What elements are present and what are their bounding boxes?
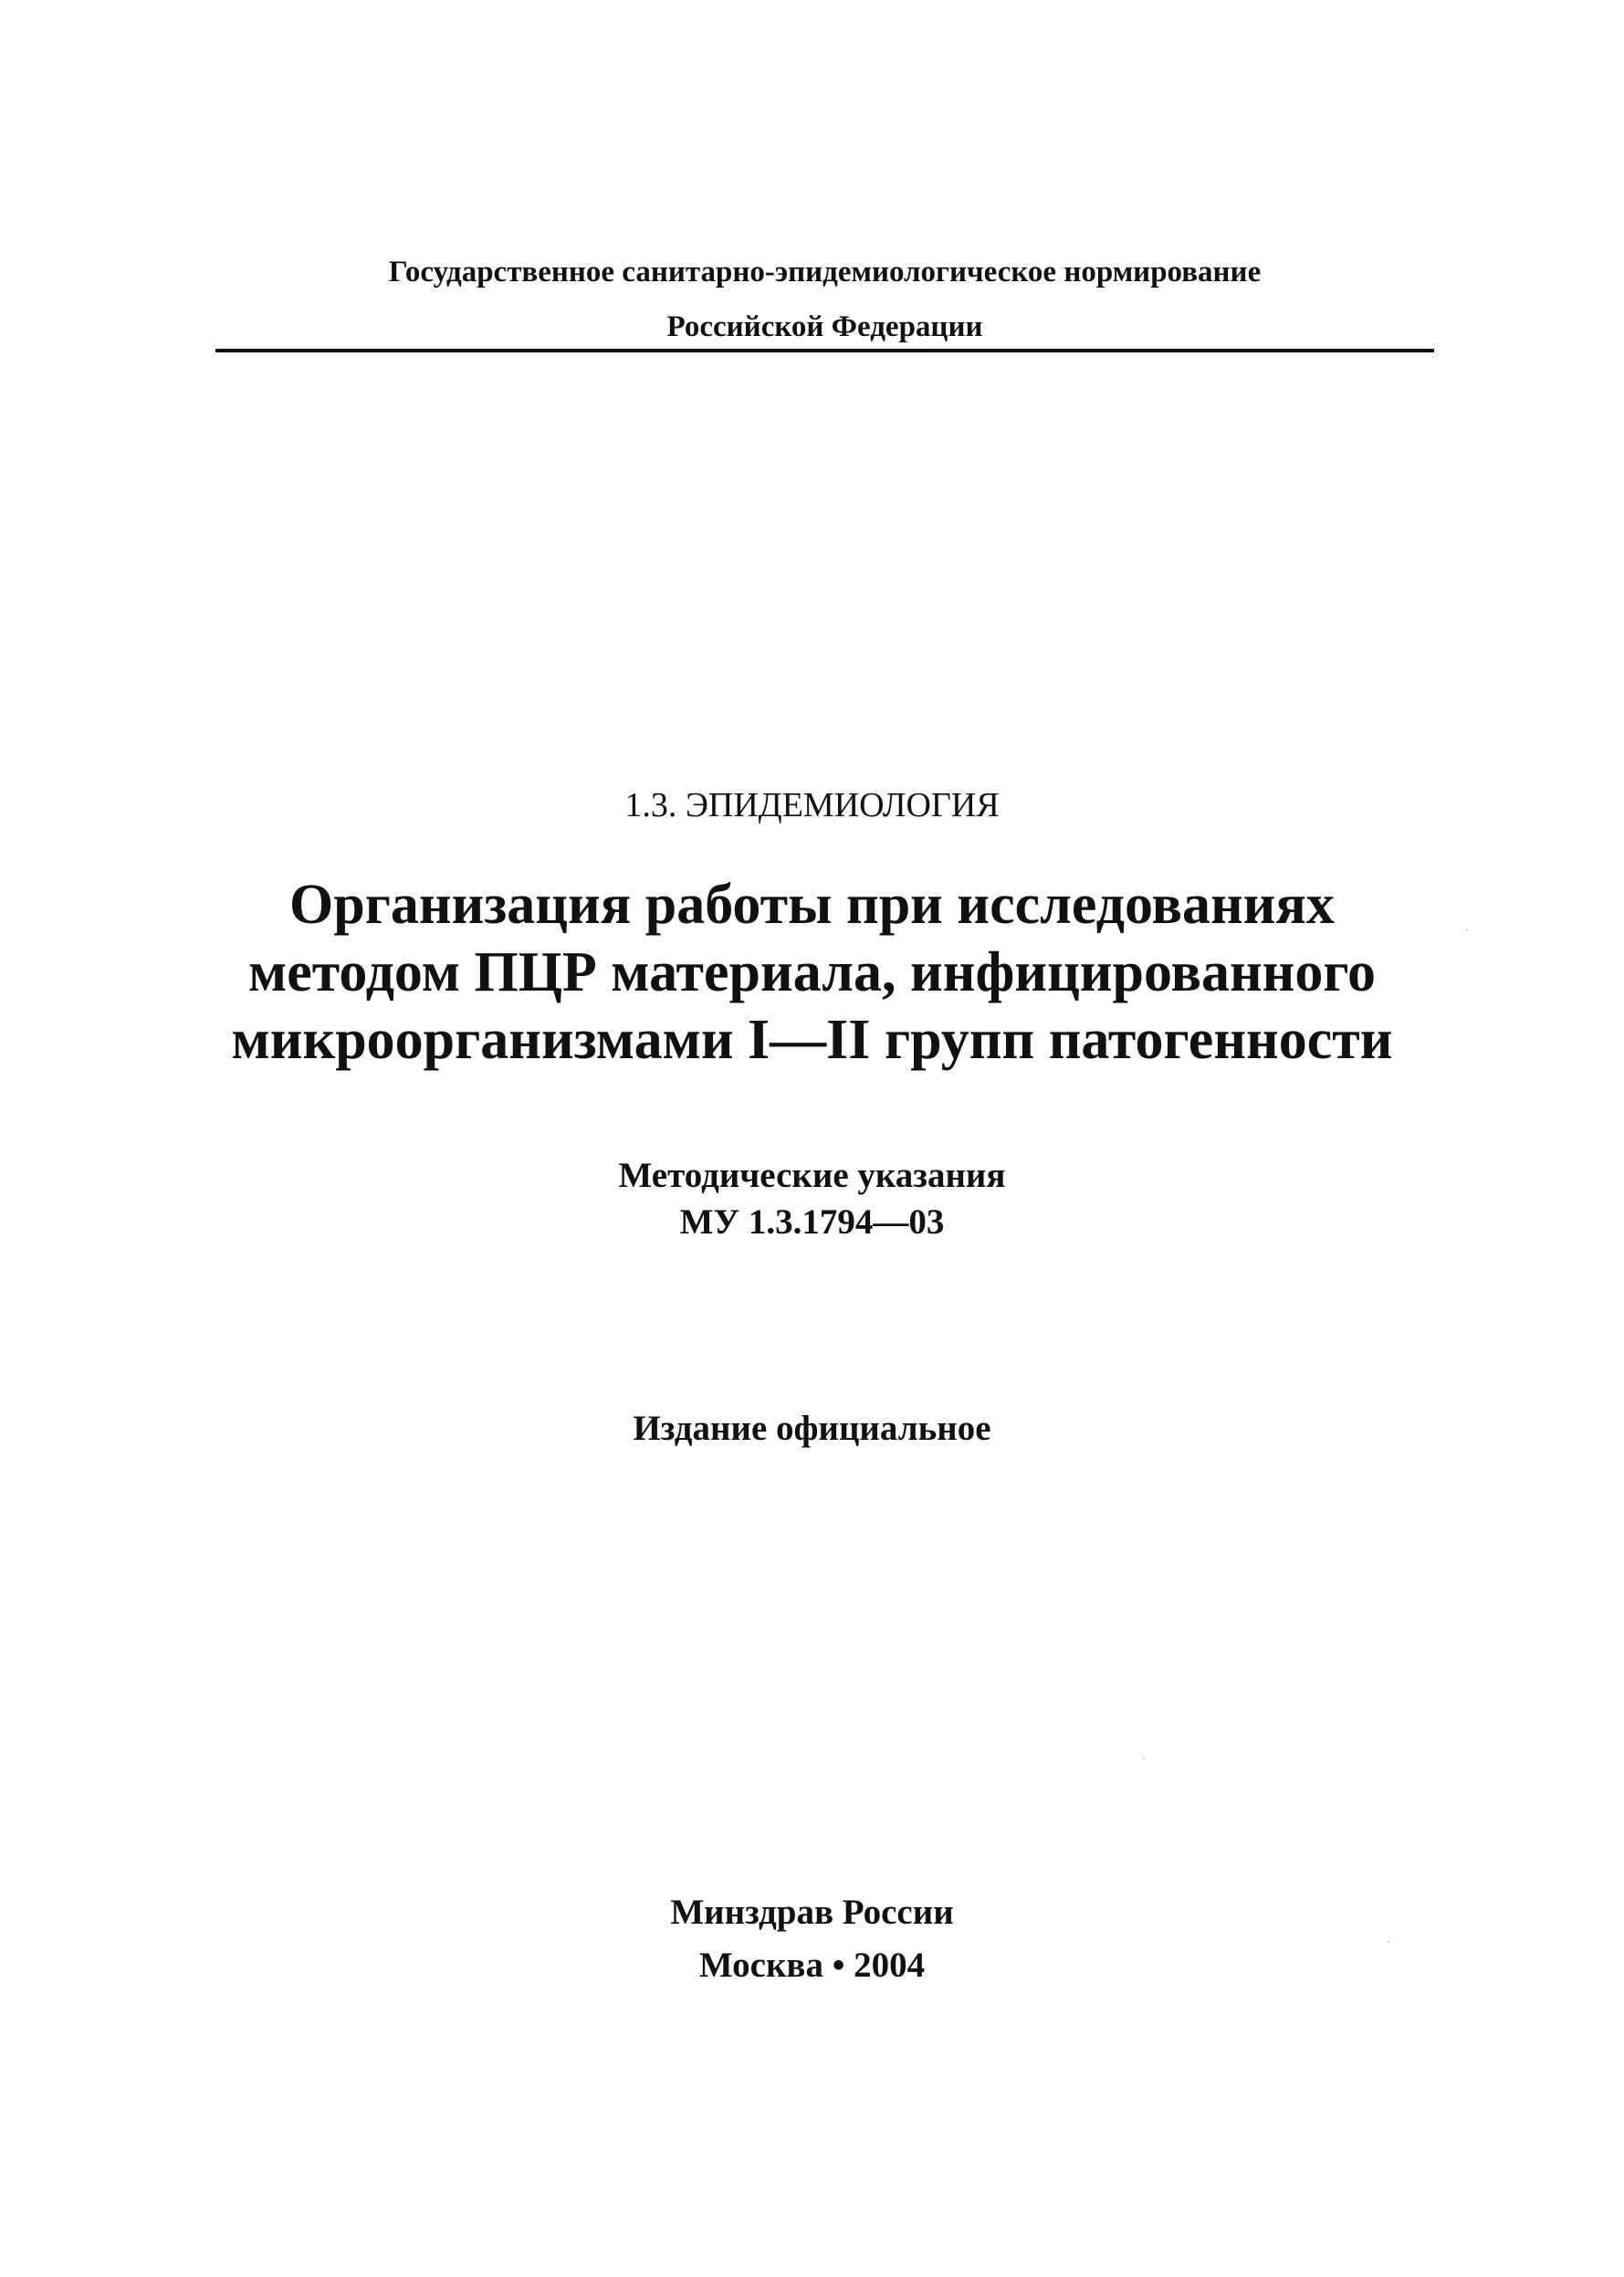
header-block <box>215 245 1434 354</box>
header-divider <box>215 349 1434 352</box>
scan-speck <box>1388 1941 1389 1943</box>
edition-label: Издание официальное <box>633 1409 991 1448</box>
header-line-1: Государственное санитарно-эпидемиологическое нормирование <box>388 256 1262 289</box>
document-code: МУ 1.3.1794—03 <box>679 1202 945 1242</box>
title-line-2: методом ПЦР материала, инфицированного <box>247 941 1377 1003</box>
section-heading: 1.3. ЭПИДЕМИОЛОГИЯ <box>624 786 1000 824</box>
title-line-3: микроорганизмами I—II групп патогенности <box>231 1009 1393 1071</box>
publisher-name: Минздрав России <box>670 1893 954 1932</box>
scan-speck <box>1143 1758 1145 1759</box>
document-title <box>0 871 1624 1074</box>
publisher-block <box>0 1886 1624 1992</box>
publisher-city-year: Москва • 2004 <box>698 1946 926 1985</box>
document-kind: Методические указания <box>618 1156 1006 1195</box>
header-line-2: Российской Федерации <box>666 310 983 343</box>
document-type-block <box>0 1152 1624 1245</box>
scan-speck <box>1466 929 1468 931</box>
title-line-1: Организация работы при исследованиях <box>289 874 1335 936</box>
